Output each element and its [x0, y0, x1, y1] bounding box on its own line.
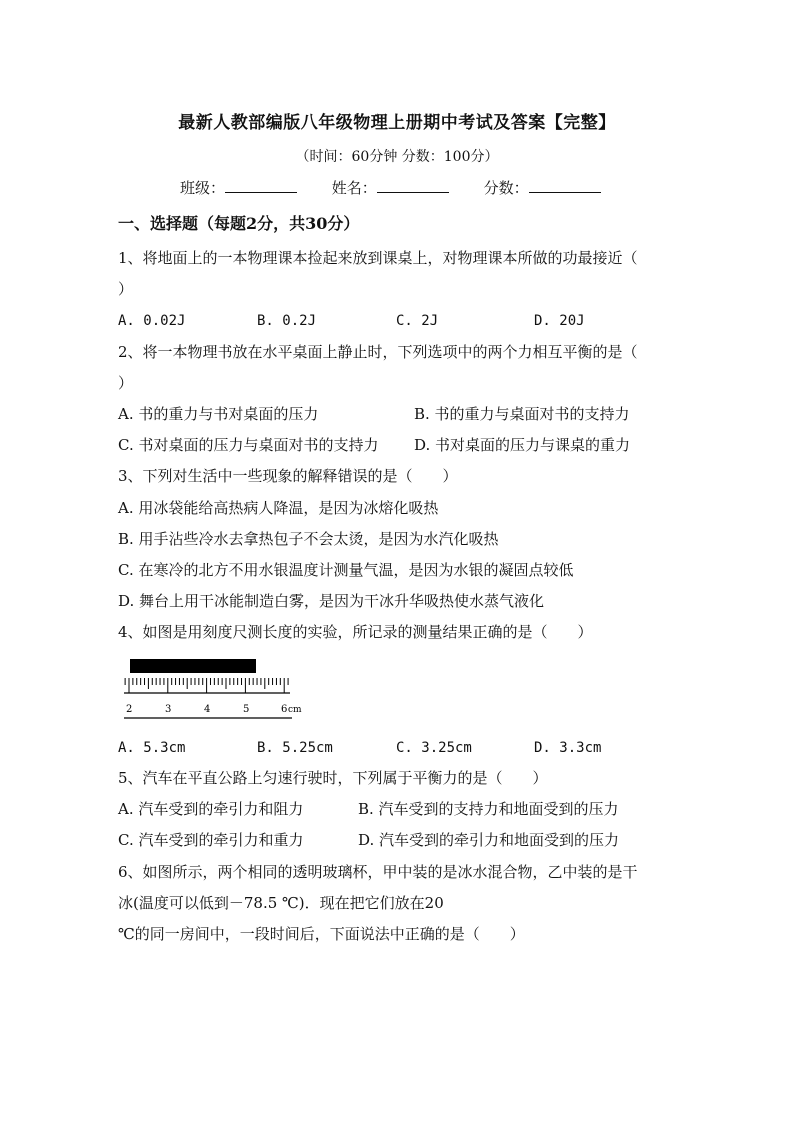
- question-3-option-a: A. 用冰袋能给高热病人降温，是因为冰熔化吸热: [118, 499, 439, 517]
- question-5-text: 5、汽车在平直公路上匀速行驶时，下列属于平衡力的是（ ）: [118, 769, 548, 787]
- question-5-option-d: D. 汽车受到的牵引力和地面受到的压力: [358, 831, 620, 849]
- question-2-text: 2、将一本物理书放在水平桌面上静止时，下列选项中的两个力相互平衡的是（: [118, 343, 638, 361]
- question-2-text-cont: ）: [118, 374, 134, 392]
- exam-time-score: （时间：60分钟 分数：100分）: [295, 149, 499, 165]
- question-2-option-a: A. 书的重力与书对桌面的压力: [118, 405, 319, 423]
- score-label: 分数：: [483, 179, 529, 197]
- question-1-option-d: D. 20J: [534, 313, 585, 329]
- student-info-row: [180, 177, 631, 198]
- ruler-label-4: 4: [204, 704, 211, 715]
- section-title: 一、选择题（每题2分，共30分）: [118, 214, 360, 233]
- ruler-label-3: 3: [165, 704, 172, 715]
- question-1-text: 1、将地面上的一本物理课本捡起来放到课桌上，对物理课本所做的功最接近（: [118, 249, 638, 267]
- question-4-option-a: A. 5.3cm: [118, 740, 186, 756]
- name-label: 姓名：: [331, 179, 377, 197]
- class-label: 班级：: [180, 179, 226, 197]
- measured-object-bar: [130, 659, 256, 673]
- question-4-option-d: D. 3.3cm: [534, 740, 602, 756]
- ruler-label-2: 2: [126, 704, 133, 715]
- question-1-option-a: A. 0.02J: [118, 313, 186, 329]
- class-blank: [225, 178, 297, 193]
- ruler-ticks: [125, 678, 288, 693]
- question-3-option-b: B. 用手沾些冷水去拿热包子不会太烫，是因为水汽化吸热: [118, 530, 499, 548]
- ruler-unit-label: cm: [288, 705, 302, 715]
- question-6-text-cont-2: ℃的同一房间中，一段时间后，下面说法中正确的是（ ）: [118, 925, 525, 943]
- question-6-text-cont: 冰(温度可以低到－78.5 ℃)．现在把它们放在20: [118, 894, 444, 912]
- question-4-option-b: B. 5.25cm: [257, 740, 333, 756]
- question-2-option-c: C. 书对桌面的压力与桌面对书的支持力: [118, 436, 379, 454]
- question-1-text-cont: ）: [118, 280, 134, 298]
- question-2-option-d: D. 书对桌面的压力与课桌的重力: [414, 436, 631, 454]
- question-5-option-b: B. 汽车受到的支持力和地面受到的压力: [358, 800, 619, 818]
- ruler-figure: [120, 656, 310, 720]
- question-6-text: 6、如图所示，两个相同的透明玻璃杯，甲中装的是冰水混合物，乙中装的是干: [118, 863, 638, 881]
- question-3-option-c: C. 在寒冷的北方不用水银温度计测量气温，是因为水银的凝固点较低: [118, 561, 574, 579]
- question-5-option-a: A. 汽车受到的牵引力和阻力: [118, 800, 304, 818]
- exam-title: 最新人教部编版八年级物理上册期中考试及答案【完整】: [178, 113, 616, 133]
- question-4-text: 4、如图是用刻度尺测长度的实验，所记录的测量结果正确的是（ ）: [118, 623, 593, 641]
- question-2-option-b: B. 书的重力与桌面对书的支持力: [414, 405, 630, 423]
- question-1-option-c: C. 2J: [396, 313, 439, 329]
- score-blank: [529, 178, 601, 193]
- question-3-option-d: D. 舞台上用干冰能制造白雾，是因为干冰升华吸热使水蒸气液化: [118, 592, 545, 610]
- question-4-option-c: C. 3.25cm: [396, 740, 472, 756]
- question-1-option-b: B. 0.2J: [257, 313, 317, 329]
- ruler-label-6: 6: [281, 704, 288, 715]
- ruler-label-5: 5: [243, 704, 250, 715]
- question-5-option-c: C. 汽车受到的牵引力和重力: [118, 831, 304, 849]
- question-3-text: 3、下列对生活中一些现象的解释错误的是（ ）: [118, 467, 458, 485]
- name-blank: [377, 178, 449, 193]
